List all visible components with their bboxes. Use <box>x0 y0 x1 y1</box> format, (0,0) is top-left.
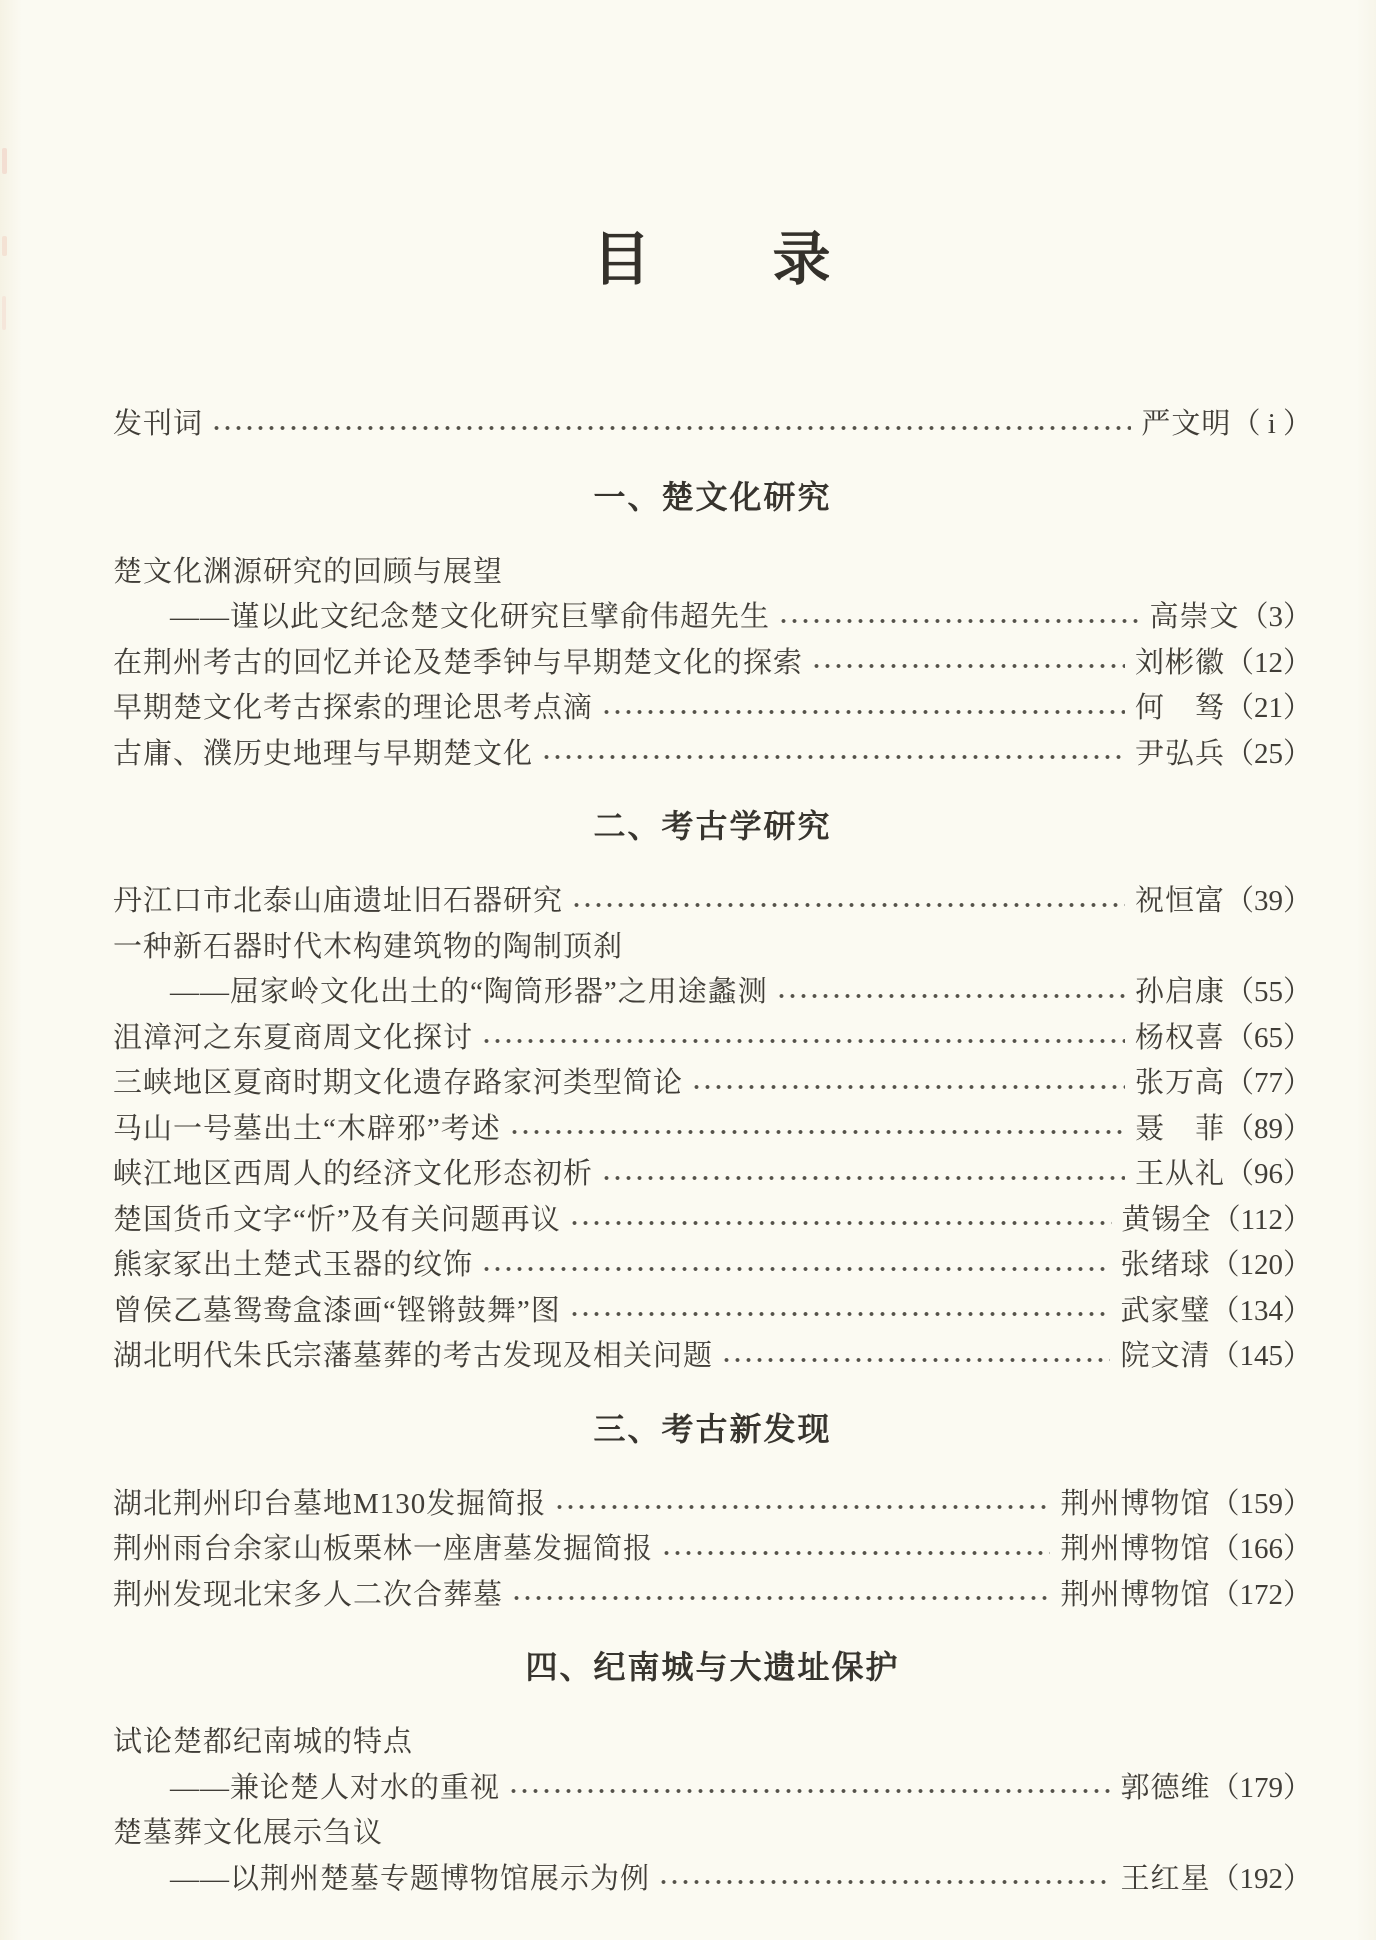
entry-subtitle: ——以荆州楚墓专题博物馆展示为例 <box>170 1862 651 1895</box>
entry-page-number: （25） <box>1224 737 1312 770</box>
entry-page-number: （192） <box>1210 1862 1312 1895</box>
entry-page-number: （166） <box>1210 1533 1312 1565</box>
entry-page-number: （ i ） <box>1231 408 1312 440</box>
dot-leader <box>601 1174 1125 1182</box>
scan-artifact <box>2 236 7 256</box>
toc-entry <box>113 595 1312 641</box>
dot-leader <box>811 662 1125 670</box>
toc-entry <box>113 1107 1312 1153</box>
toc-entry <box>113 1482 1312 1528</box>
entry-subtitle: ——兼论楚人对水的重视 <box>170 1771 501 1804</box>
toc-entry <box>113 1527 1312 1573</box>
dot-leader <box>554 1503 1050 1511</box>
entry-page-number: （65） <box>1224 1021 1312 1054</box>
entry-title: 三峡地区夏商时期文化遗存路家河类型简论 <box>113 1067 684 1099</box>
entry-page-number: （39） <box>1224 885 1312 917</box>
dot-leader <box>569 1310 1111 1318</box>
entry-title: 荆州雨台余家山板栗林一座唐墓发掘简报 <box>113 1533 654 1565</box>
entry-subtitle: ——屈家岭文化出土的“陶筒形器”之用途蠡测 <box>170 976 768 1008</box>
section-heading: 四、纪南城与大遗址保护 <box>525 1648 900 1686</box>
dot-leader <box>776 992 1125 1000</box>
entry-title-line: 楚文化渊源研究的回顾与展望 <box>113 555 504 588</box>
toc-entry <box>113 1334 1312 1380</box>
entry-title: 曾侯乙墓鸳鸯盒漆画“铿锵鼓舞”图 <box>113 1294 561 1327</box>
toc-entry <box>113 1243 1312 1289</box>
entry-author: 张绪球 <box>1120 1249 1211 1281</box>
entry-author: 荆州博物馆 <box>1060 1487 1211 1520</box>
entry-subtitle: ——谨以此文纪念楚文化研究巨擘俞伟超先生 <box>170 601 771 633</box>
scan-artifact <box>2 148 7 174</box>
page-title: 目 录 <box>592 225 833 293</box>
entry-author: 尹弘兵 <box>1134 737 1225 770</box>
entry-author: 杨权喜 <box>1134 1021 1225 1054</box>
section-heading: 一、楚文化研究 <box>593 477 832 516</box>
entry-title: 荆州发现北宋多人二次合葬墓 <box>113 1578 504 1611</box>
toc-entry <box>113 1573 1312 1619</box>
entry-author: 王红星 <box>1120 1862 1211 1895</box>
entry-title-line: 楚墓葬文化展示刍议 <box>113 1817 384 1849</box>
entry-title: 发刊词 <box>113 408 204 440</box>
dot-leader <box>508 1787 1110 1795</box>
section-heading: 二、考古学研究 <box>593 807 832 845</box>
entry-page-number: （89） <box>1224 1112 1312 1145</box>
entry-page-number: （134） <box>1210 1294 1312 1327</box>
toc-entry <box>113 686 1312 732</box>
dot-leader <box>601 708 1125 716</box>
entry-page-number: （12） <box>1224 646 1312 679</box>
toc-entry <box>113 1061 1312 1107</box>
dot-leader <box>541 753 1125 761</box>
toc-entry <box>113 402 1312 448</box>
toc-entry <box>113 1198 1312 1244</box>
entry-author: 王从礼 <box>1134 1158 1225 1190</box>
entry-title: 丹江口市北泰山庙遗址旧石器研究 <box>113 885 564 917</box>
entry-title: 在荆州考古的回忆并论及楚季钟与早期楚文化的探索 <box>113 646 804 679</box>
entry-title: 峡江地区西周人的经济文化形态初析 <box>113 1158 594 1190</box>
entry-author: 荆州博物馆 <box>1060 1533 1211 1565</box>
dot-leader <box>571 901 1125 909</box>
entry-page-number: （55） <box>1224 976 1312 1008</box>
entry-author: 院文清 <box>1120 1340 1211 1372</box>
toc-entry <box>113 641 1312 687</box>
dot-leader <box>511 1594 1050 1602</box>
toc-entry <box>113 1766 1312 1812</box>
entry-page-number: （77） <box>1224 1067 1312 1099</box>
entry-title: 湖北明代朱氏宗藩墓葬的考古发现及相关问题 <box>113 1340 714 1372</box>
entry-title: 沮漳河之东夏商周文化探讨 <box>113 1021 474 1054</box>
entry-title: 古庸、濮历史地理与早期楚文化 <box>113 737 534 770</box>
entry-title-line: 试论楚都纪南城的特点 <box>113 1726 414 1758</box>
entry-title: 马山一号墓出土“木辟邪”考述 <box>113 1112 501 1145</box>
entry-author: 荆州博物馆 <box>1060 1578 1211 1611</box>
dot-leader <box>661 1549 1050 1557</box>
entry-page-number: （145） <box>1210 1340 1312 1372</box>
dot-leader <box>721 1356 1110 1364</box>
entry-title: 熊家冢出土楚式玉器的纹饰 <box>113 1249 474 1281</box>
toc-entry <box>113 1857 1312 1903</box>
entry-title: 早期楚文化考古探索的理论思考点滴 <box>113 692 594 724</box>
entry-page-number: （159） <box>1210 1487 1312 1520</box>
entry-author: 何 驽 <box>1134 692 1225 724</box>
entry-author: 孙启康 <box>1134 976 1225 1008</box>
dot-leader <box>481 1037 1125 1045</box>
entry-author: 聂 菲 <box>1134 1112 1225 1145</box>
entry-page-number: （96） <box>1224 1158 1312 1190</box>
toc-entry <box>113 970 1312 1016</box>
entry-author: 高崇文 <box>1149 601 1240 633</box>
toc-entry <box>113 1289 1312 1335</box>
dot-leader <box>509 1128 1125 1136</box>
entry-author: 祝恒富 <box>1134 885 1225 917</box>
dot-leader <box>569 1219 1112 1227</box>
dot-leader <box>481 1265 1110 1273</box>
toc-entry <box>113 879 1312 925</box>
entry-author: 严文明 <box>1141 408 1232 440</box>
toc-entry <box>113 1152 1312 1198</box>
section-heading: 三、考古新发现 <box>593 1409 832 1448</box>
entry-author: 刘彬徽 <box>1134 646 1225 679</box>
entry-title: 湖北荆州印台墓地M130发掘简报 <box>113 1487 547 1520</box>
dot-leader <box>658 1878 1110 1886</box>
entry-page-number: （21） <box>1224 692 1312 724</box>
entry-author: 黄锡全 <box>1121 1203 1212 1236</box>
entry-title-line: 一种新石器时代木构建筑物的陶制顶刹 <box>113 930 624 963</box>
entry-page-number: （112） <box>1211 1203 1312 1236</box>
entry-page-number: （3） <box>1239 601 1312 633</box>
entry-page-number: （172） <box>1210 1578 1312 1611</box>
dot-leader <box>211 424 1131 432</box>
dot-leader <box>691 1083 1125 1091</box>
entry-author: 武家璧 <box>1120 1294 1211 1327</box>
toc-entry <box>113 1016 1312 1062</box>
dot-leader <box>778 617 1139 625</box>
entry-author: 张万高 <box>1134 1067 1225 1099</box>
entry-title: 楚国货币文字“忻”及有关问题再议 <box>113 1203 561 1236</box>
entry-page-number: （179） <box>1210 1771 1312 1804</box>
entry-author: 郭德维 <box>1120 1771 1211 1804</box>
toc-entry <box>113 732 1312 778</box>
scan-artifact <box>2 296 6 330</box>
entry-page-number: （120） <box>1210 1249 1312 1281</box>
